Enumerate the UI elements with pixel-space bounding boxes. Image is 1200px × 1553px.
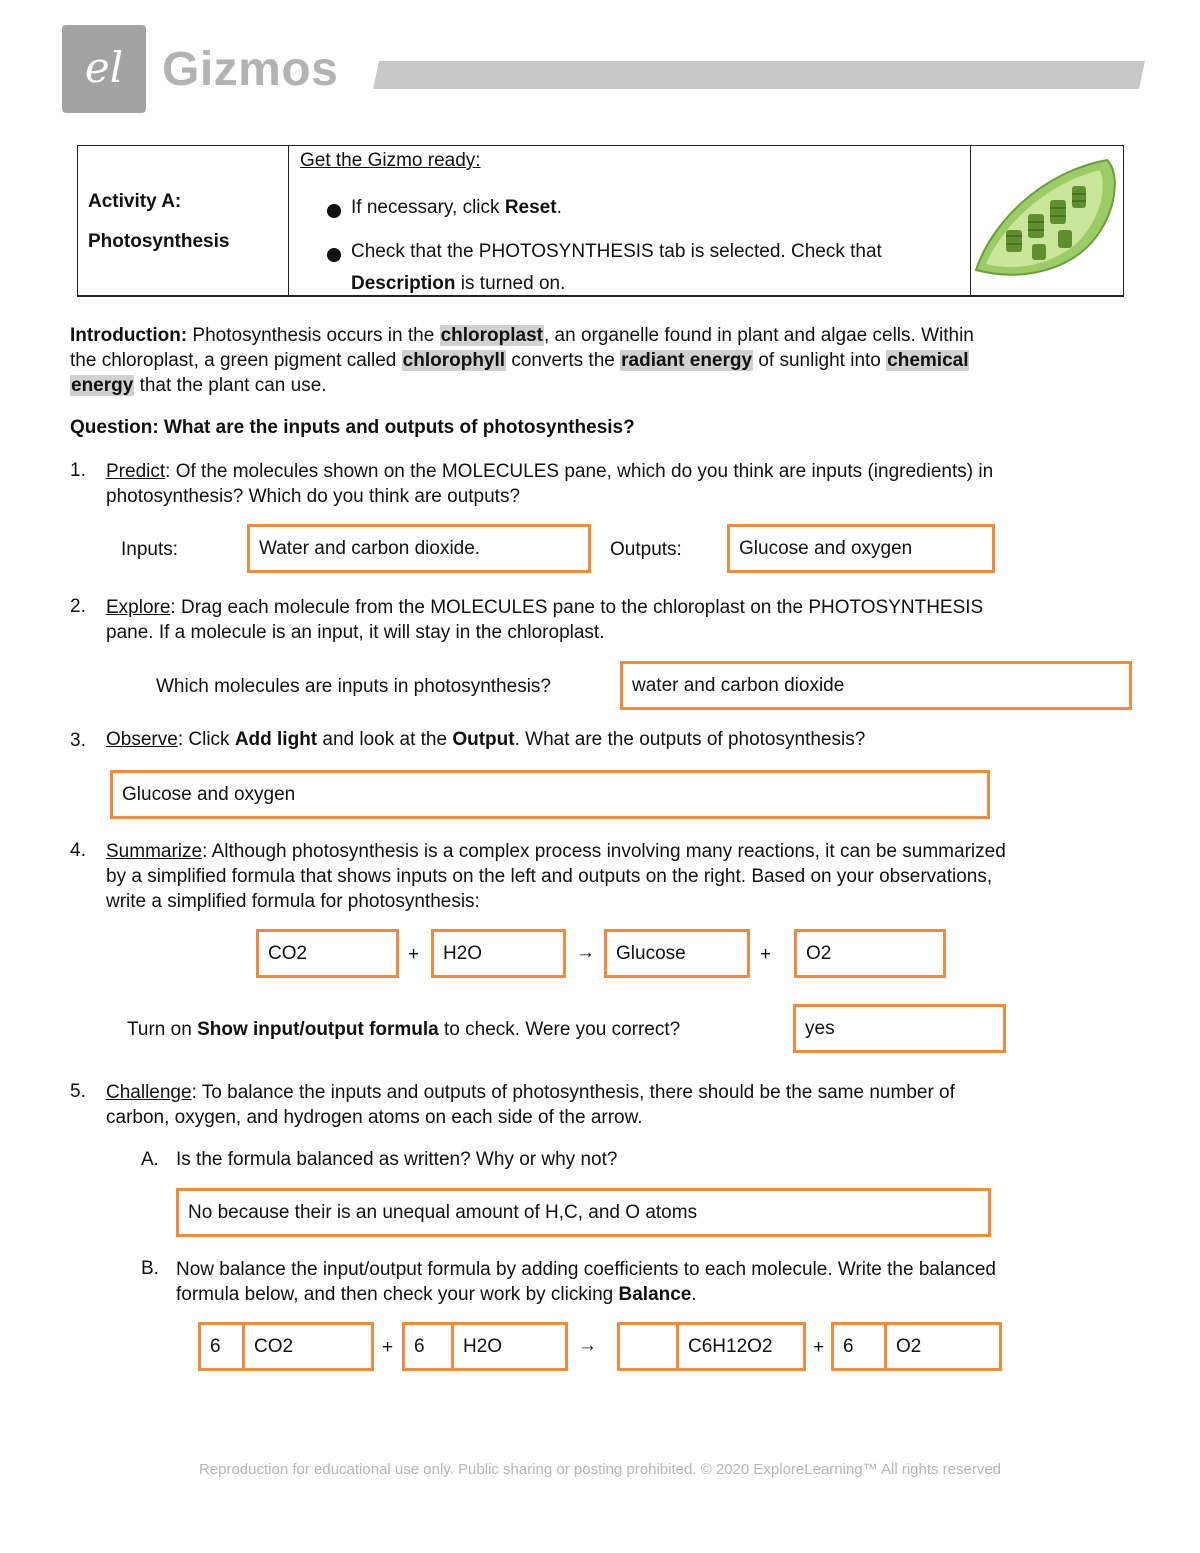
inputs-label: Inputs:	[121, 539, 179, 560]
plus-sign: +	[382, 1337, 394, 1358]
q2-line: pane. If a molecule is an input, it will stay in the chloroplast.	[106, 622, 605, 643]
term-chloroplast: chloroplast	[440, 325, 543, 346]
ready-step-1	[351, 197, 562, 219]
q5a-answer-field[interactable]: No because their is an unequal amount of H,C, and O atoms	[176, 1188, 991, 1237]
term-chemical: chemical	[887, 350, 969, 371]
q4-text	[106, 839, 1146, 914]
inputs-answer-field[interactable]: Water and carbon dioxide.	[247, 524, 591, 573]
q4-number: 4.	[70, 840, 86, 861]
q2-line: : Drag each molecule from the MOLECULES pane to the chloroplast on the PHOTOSYNTHESIS	[170, 597, 984, 618]
step2-end: is turned on.	[455, 273, 566, 294]
challenge-label: Challenge	[106, 1082, 192, 1103]
q5-line: carbon, oxygen, and hydrogen atoms on each side of the arrow.	[106, 1107, 643, 1128]
coefficient-field-3[interactable]	[617, 1322, 679, 1371]
table-divider	[970, 145, 971, 297]
q2-text	[106, 595, 1136, 645]
summarize-label: Summarize	[106, 841, 203, 862]
q5a-letter: A.	[141, 1149, 159, 1170]
brand-name: Gizmos	[162, 43, 339, 96]
ready-step-2-cont	[351, 273, 565, 295]
intro-label: Introduction:	[70, 325, 188, 346]
q3-part: : Click	[177, 729, 235, 750]
description-label: Description	[351, 273, 456, 294]
activity-title: Photosynthesis	[88, 231, 230, 252]
intro-text: the chloroplast, a green pigment called	[70, 350, 402, 371]
activity-label: Activity A:	[88, 191, 182, 212]
check-formula-prompt	[127, 1019, 680, 1041]
q4-line: by a simplified formula that shows inputs on the left and outputs on the right. Based on your observations,	[106, 866, 993, 887]
q5-text	[106, 1080, 1136, 1130]
q5a-text: Is the formula balanced as written? Why or why not?	[176, 1149, 618, 1170]
q5-line: : To balance the inputs and outputs of photosynthesis, there should be the same number of	[191, 1082, 955, 1103]
q1-line: : Of the molecules shown on the MOLECULES pane, which do you think are inputs (ingredients) in	[165, 461, 994, 482]
molecule-field-2[interactable]: H2O	[451, 1322, 568, 1371]
bullet-icon	[327, 204, 341, 218]
q5b-line: Now balance the input/output formula by adding coefficients to each molecule. Write the balanced	[176, 1259, 996, 1280]
plus-sign: +	[408, 944, 420, 965]
q2-prompt: Which molecules are inputs in photosynthesis?	[156, 676, 551, 697]
coefficient-field-2[interactable]: 6	[402, 1322, 454, 1371]
plus-sign: +	[813, 1337, 825, 1358]
term-radiant-energy: radiant energy	[621, 350, 753, 371]
explore-label: Explore	[106, 597, 171, 618]
outputs-label: Outputs:	[610, 539, 682, 560]
observe-label: Observe	[106, 729, 178, 750]
term-energy: energy	[71, 375, 134, 396]
q3-number: 3.	[70, 730, 86, 751]
q1-text	[106, 459, 1136, 509]
arrow-icon: →	[578, 1335, 597, 1356]
q3-text	[106, 729, 865, 751]
ready-step-2: Check that the PHOTOSYNTHESIS tab is selected. Check that	[351, 241, 882, 262]
q5b-text	[176, 1257, 1136, 1307]
formula-input-1[interactable]: CO2	[256, 929, 399, 978]
add-light-label: Add light	[234, 729, 318, 750]
intro-text: Photosynthesis occurs in the	[187, 325, 440, 346]
output-label: Output	[452, 729, 515, 750]
show-formula-label: Show input/output formula	[197, 1019, 439, 1040]
check-text: Turn on	[127, 1019, 198, 1040]
chloroplast-icon	[972, 152, 1122, 284]
q5-number: 5.	[70, 1081, 86, 1102]
main-question: Question: What are the inputs and outputs of photosynthesis?	[70, 417, 635, 438]
header-bar	[373, 61, 1145, 89]
intro-text: converts the	[506, 350, 621, 371]
q3-part: . What are the outputs of photosynthesis?	[514, 729, 866, 750]
q4-line: : Although photosynthesis is a complex process involving many reactions, it can be summarized	[202, 841, 1006, 862]
q5b-line: formula below, and then check your work by clicking	[176, 1284, 619, 1305]
step1-text: If necessary, click	[351, 197, 505, 218]
brand-logo-mark	[62, 25, 146, 113]
intro-text: that the plant can use.	[134, 375, 327, 396]
arrow-icon: →	[576, 942, 595, 963]
reset-label: Reset	[504, 197, 557, 218]
molecule-field-1[interactable]: CO2	[242, 1322, 374, 1371]
coefficient-field-1[interactable]: 6	[198, 1322, 245, 1371]
intro-text: , an organelle found in plant and algae cells. Within	[543, 325, 974, 346]
formula-input-2[interactable]: H2O	[431, 929, 566, 978]
coefficient-field-4[interactable]: 6	[831, 1322, 887, 1371]
q1-line: photosynthesis? Which do you think are outputs?	[106, 486, 521, 507]
table-divider	[288, 145, 289, 297]
q5b-line: .	[691, 1284, 697, 1305]
q5b-letter: B.	[141, 1258, 159, 1279]
ready-title: Get the Gizmo ready:	[300, 150, 481, 171]
intro-text: of sunlight into	[753, 350, 887, 371]
molecule-field-3[interactable]: C6H12O2	[676, 1322, 806, 1371]
check-text: to check. Were you correct?	[438, 1019, 681, 1040]
footer-copyright: Reproduction for educational use only. Public sharing or posting prohibited. © 2020 ExploreLearning™ All rights reserved	[198, 1461, 1002, 1478]
balance-label: Balance	[618, 1284, 692, 1305]
bullet-icon	[327, 248, 341, 262]
q3-part: and look at the	[317, 729, 453, 750]
q1-number: 1.	[70, 460, 86, 481]
q2-answer-field[interactable]: water and carbon dioxide	[620, 661, 1132, 710]
introduction-paragraph	[70, 323, 1130, 398]
molecule-field-4[interactable]: O2	[884, 1322, 1002, 1371]
q2-number: 2.	[70, 596, 86, 617]
check-answer-field[interactable]: yes	[793, 1004, 1006, 1053]
q3-answer-field[interactable]: Glucose and oxygen	[110, 770, 990, 819]
predict-label: Predict	[106, 461, 166, 482]
plus-sign: +	[760, 944, 772, 965]
formula-output-2[interactable]: O2	[794, 929, 946, 978]
term-chlorophyll: chlorophyll	[402, 350, 506, 371]
formula-output-1[interactable]: Glucose	[604, 929, 750, 978]
q4-line: write a simplified formula for photosynthesis:	[106, 891, 480, 912]
outputs-answer-field[interactable]: Glucose and oxygen	[727, 524, 995, 573]
step1-end: .	[556, 197, 562, 218]
activity-table	[77, 145, 1124, 297]
logo-mark-text: el	[84, 43, 124, 92]
